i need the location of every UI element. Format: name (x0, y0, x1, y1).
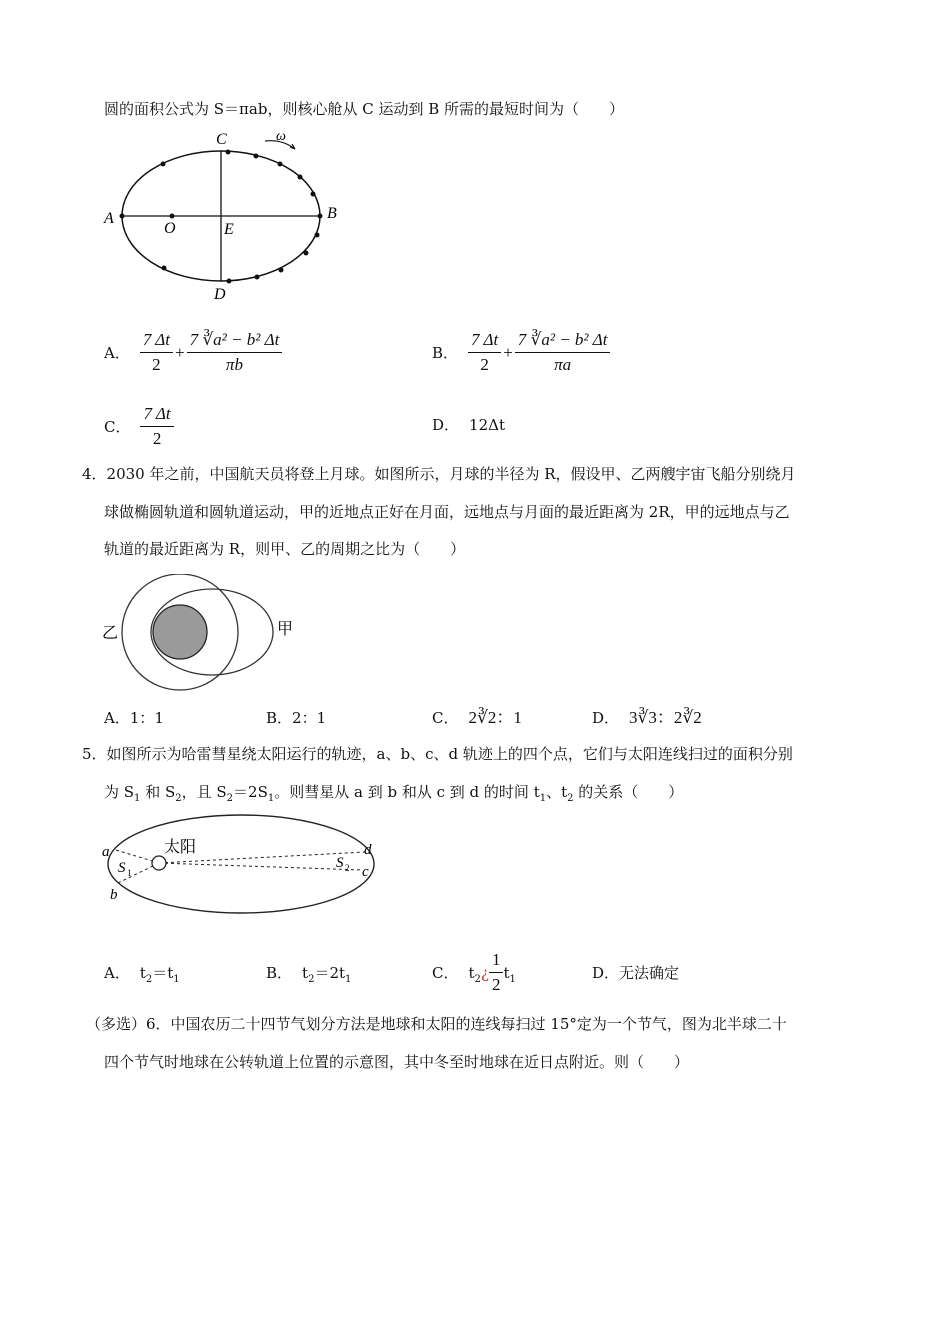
text-run: ，且 S (181, 783, 227, 801)
q3-option-c (104, 404, 174, 449)
text-run: 、t (546, 783, 568, 801)
q4-stem-line3: 轨道的最近距离为 R，则甲、乙的周期之比为（ ） (104, 540, 466, 558)
q6-stem-line1: （多选）6．中国农历二十四节气划分方法是地球和太阳的连线每扫过 15°定为一个节气，图为北半球二十 (86, 1015, 787, 1033)
q5-stem-line1: 5．如图所示为哈雷彗星绕太阳运行的轨迹，a、b、c、d 轨迹上的四个点，它们与太阳连线扫过的面积分别 (82, 745, 793, 763)
subscript: 2 (226, 793, 234, 804)
numerator: 1 (489, 950, 504, 973)
fraction (468, 330, 501, 375)
q5-option-c (432, 950, 516, 995)
q4-stem-line2: 球做椭圆轨道和圆轨道运动，甲的近地点正好在月面，远地点与月面的最近距离为 2R，甲的远地点与乙 (104, 503, 790, 521)
option-label: A． (104, 964, 130, 982)
option-text: 3∛3：2∛2 (629, 708, 702, 727)
denominator: πb (225, 355, 243, 374)
label-B: B (327, 205, 337, 222)
q4-option-a: A．1：1 (104, 709, 164, 727)
subscript: 1 (509, 974, 516, 985)
denominator: 2 (152, 355, 161, 374)
label-b: b (110, 887, 118, 903)
q3-option-b (432, 330, 610, 375)
text-run: 的关系（ ） (573, 783, 684, 801)
subscript: 1 (134, 793, 141, 804)
subscript: 1 (345, 974, 352, 985)
subscript: 1 (267, 793, 275, 804)
q4-option-c (432, 708, 522, 728)
subscript: 2 (567, 793, 574, 804)
fraction (187, 330, 283, 375)
label-S2-sub: 2 (345, 863, 350, 873)
option-label: D． (592, 709, 620, 727)
option-label: C． (104, 418, 131, 436)
text-run: ＝t (152, 964, 174, 982)
option-label: A． (104, 344, 130, 362)
q5-option-d: D．无法确定 (592, 964, 680, 982)
q3-stem: 圆的面积公式为 S＝πab，则核心舱从 C 运动到 B 所需的最短时间为（ ） (104, 100, 625, 118)
label-d: d (364, 842, 372, 858)
label-A: A (104, 210, 114, 227)
label-c: c (362, 864, 369, 880)
q5-comet-figure (100, 812, 390, 924)
label-D: D (214, 286, 226, 303)
q4-stem-line1: 4．2030 年之前，中国航天员将登上月球。如图所示，月球的半径为 R，假设甲、乙两艘宇宙飞船分别绕月 (82, 465, 796, 483)
fraction (515, 330, 611, 375)
q4-option-b: B．2：1 (266, 709, 327, 727)
subscript: 1 (539, 793, 547, 804)
label-O: O (164, 220, 176, 237)
q3-ellipse-figure (100, 125, 345, 305)
option-label: C． (432, 709, 459, 727)
label-omega: ω (276, 129, 286, 144)
text-run: 。则彗星从 a 到 b 和从 c 到 d 的时间 t (274, 783, 540, 801)
plus-sign: + (503, 342, 513, 362)
text-run: t (139, 964, 146, 982)
subscript: 1 (173, 974, 180, 985)
numerator: 7 ∛a² − b² Δt (187, 330, 283, 353)
numerator: 7 Δt (140, 330, 173, 353)
option-text: 12Δt (469, 416, 505, 434)
fraction (140, 404, 173, 449)
label-a: a (102, 844, 110, 860)
label-sun: 太阳 (164, 837, 197, 856)
q5-option-b (266, 963, 351, 990)
subscript: 2 (474, 974, 481, 985)
denominator: 2 (491, 975, 501, 994)
numerator: 7 ∛a² − b² Δt (515, 330, 611, 353)
text-run: 和 S (140, 783, 176, 801)
text-run: ＝2S (233, 783, 268, 801)
q4-option-d (592, 708, 702, 728)
text-run: t (468, 963, 475, 982)
q4-orbit-figure (100, 574, 300, 696)
text-run: t (503, 963, 510, 982)
denominator: πa (554, 355, 572, 374)
denominator: 2 (480, 355, 489, 374)
subscript: 2 (175, 793, 182, 804)
text-run: ＝2t (314, 964, 346, 982)
option-label: B． (266, 964, 293, 982)
q5-stem-line2 (104, 782, 683, 809)
label-yi: 乙 (102, 623, 119, 642)
option-text: 2∛2：1 (468, 708, 522, 727)
label-E: E (224, 221, 234, 238)
label-S1: S (118, 860, 126, 876)
label-S2: S (336, 855, 344, 871)
q3-option-a (104, 330, 282, 375)
glyph: ¿ (480, 963, 489, 982)
label-jia: 甲 (277, 619, 294, 638)
option-label: C． (432, 964, 459, 982)
subscript: 2 (308, 974, 315, 985)
label-S1-sub: 1 (127, 868, 132, 878)
option-label: D． (432, 416, 460, 434)
q5-option-a (104, 963, 180, 990)
q3-option-d (432, 415, 505, 435)
denominator: 2 (152, 429, 162, 448)
label-C: C (216, 131, 227, 148)
numerator: 7 Δt (468, 330, 501, 353)
q6-stem-line2: 四个节气时地球在公转轨道上位置的示意图，其中冬至时地球在近日点附近。则（ ） (104, 1053, 690, 1071)
fraction (489, 950, 504, 995)
text-run: 为 S (104, 783, 135, 801)
text-run: t (302, 964, 309, 982)
plus-sign: + (175, 342, 185, 362)
subscript: 2 (145, 974, 153, 985)
option-label: B． (432, 344, 459, 362)
numerator: 7 Δt (140, 404, 173, 427)
fraction (140, 330, 173, 375)
